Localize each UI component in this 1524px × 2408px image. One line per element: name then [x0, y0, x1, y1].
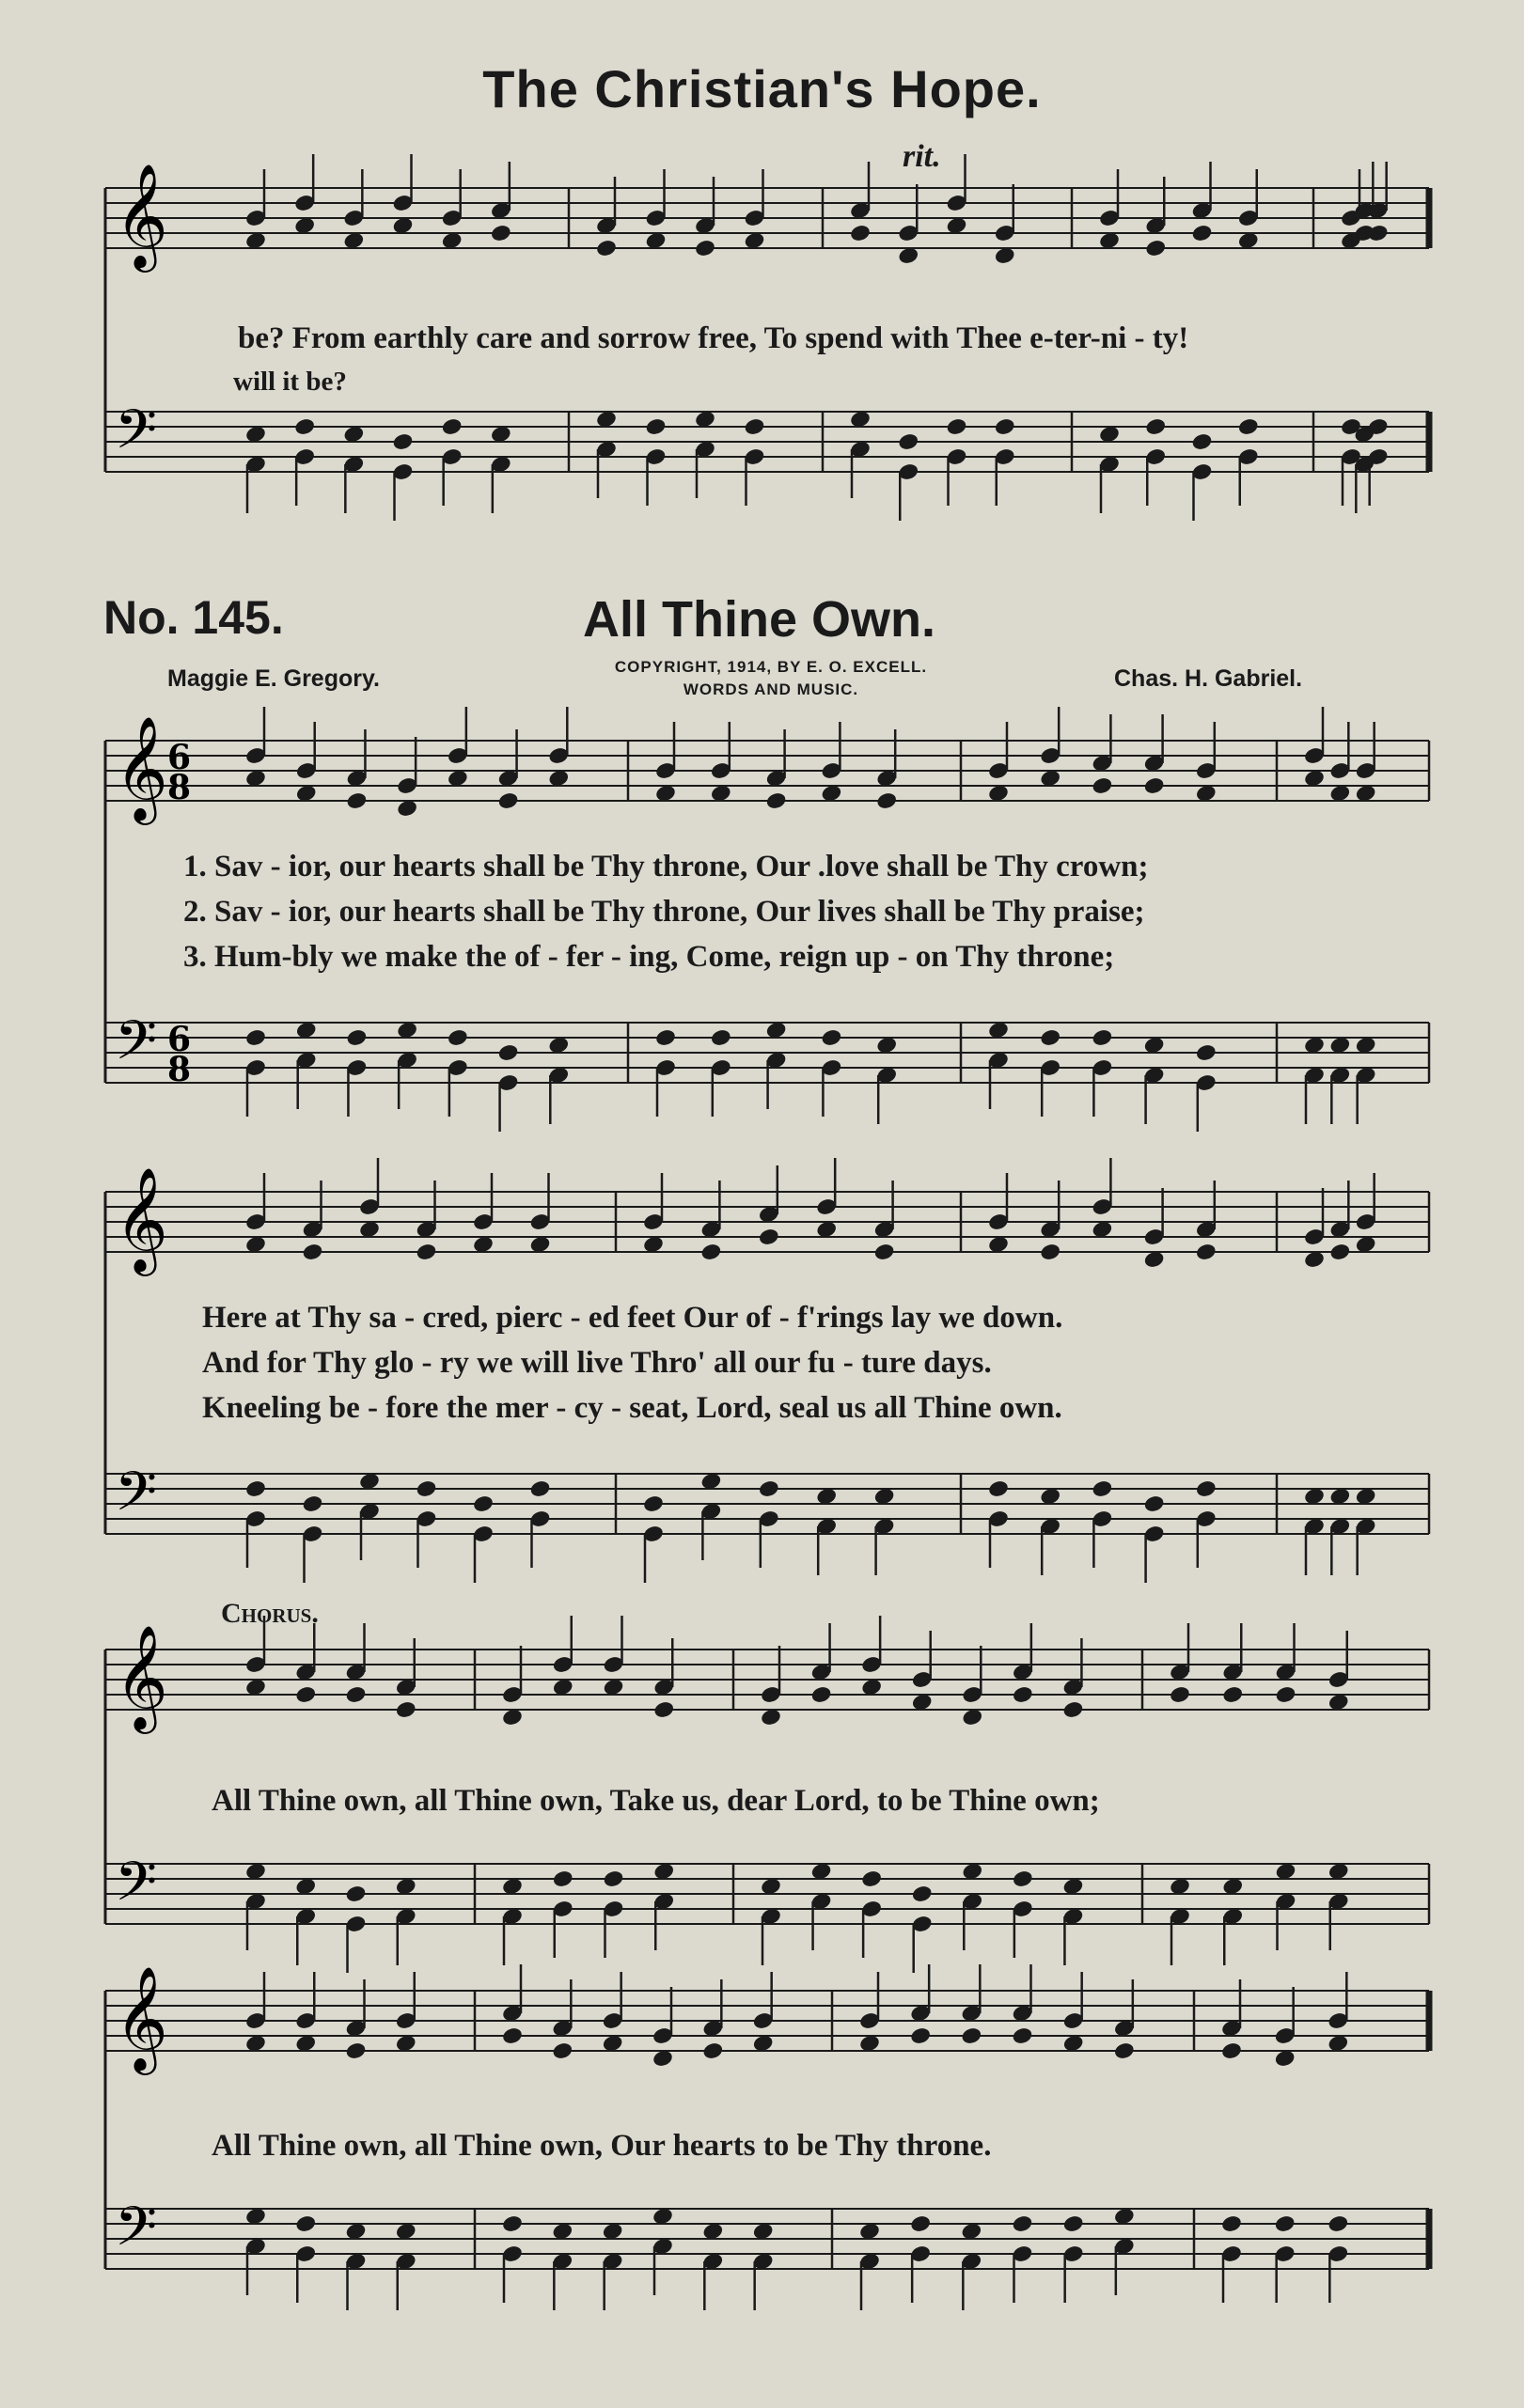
- hymn-title: All Thine Own.: [583, 591, 935, 648]
- time-signature: 6: [167, 738, 192, 777]
- note-head: [244, 1479, 267, 1499]
- note-head: [758, 1479, 780, 1499]
- note-head: [897, 432, 919, 452]
- time-signature: 8: [167, 768, 192, 807]
- treble-clef: 𝄞: [115, 1624, 168, 1729]
- note-head: [642, 1494, 665, 1514]
- note-head: [1143, 1494, 1166, 1514]
- note-head: [758, 1227, 780, 1247]
- note-head: [1221, 1685, 1244, 1705]
- bass-clef: 𝄢: [115, 1009, 158, 1086]
- note-head: [302, 1243, 324, 1262]
- chorus-lyric-line-2: All Thine own, all Thine own, Our hearts to be Thy throne.: [212, 2129, 992, 2163]
- note-head: [1274, 2214, 1296, 2234]
- note-head: [860, 1869, 883, 1889]
- verse-3-line-2: Kneeling be - fore the mer - cy - seat, Lord, seal us all Thine own.: [202, 1391, 1062, 1425]
- note-head: [875, 791, 898, 811]
- note-head: [1039, 1028, 1061, 1048]
- note-head: [1091, 1028, 1113, 1048]
- note-head: [744, 417, 766, 437]
- previous-hymn-title: The Christian's Hope.: [482, 59, 1042, 118]
- note-head: [595, 239, 618, 258]
- note-head: [1012, 1869, 1034, 1889]
- note-head: [946, 417, 968, 437]
- chorus-lyric-line-1: All Thine own, all Thine own, Take us, dear Lord, to be Thine own;: [212, 1784, 1100, 1818]
- note-head: [909, 2214, 932, 2234]
- note-head: [1113, 2041, 1136, 2061]
- note-head: [701, 2041, 724, 2061]
- note-head: [441, 417, 463, 437]
- note-head: [694, 239, 716, 258]
- note-head: [1144, 239, 1167, 258]
- note-head: [501, 2026, 524, 2046]
- note-head: [345, 1685, 368, 1705]
- bass-clef: 𝄢: [115, 1850, 158, 1927]
- note-head: [392, 432, 415, 452]
- note-head: [447, 1028, 469, 1048]
- note-head: [345, 791, 368, 811]
- note-head: [1275, 1685, 1297, 1705]
- note-head: [873, 1243, 896, 1262]
- note-head: [645, 417, 668, 437]
- treble-clef: 𝄞: [115, 163, 168, 268]
- note-head: [603, 1869, 625, 1889]
- note-head: [960, 2026, 982, 2046]
- note-head: [699, 1243, 722, 1262]
- verse-2-line-1: 2. Sav - ior, our hearts shall be Thy throne, Our lives shall be Thy praise;: [183, 895, 1145, 929]
- note-head: [1091, 776, 1113, 796]
- note-head: [911, 1884, 934, 1904]
- note-head: [1195, 1479, 1218, 1499]
- bass-clef: 𝄢: [115, 2195, 158, 2272]
- note-head: [345, 1884, 368, 1904]
- note-head: [1039, 1243, 1061, 1262]
- note-head: [1191, 432, 1214, 452]
- hymn-number: No. 145.: [103, 591, 284, 644]
- note-head: [490, 224, 512, 243]
- verse-1-line-2: Here at Thy sa - cred, pierc - ed feet Our of - f'rings lay we down.: [202, 1301, 1063, 1335]
- note-head: [1012, 2026, 1034, 2046]
- note-head: [294, 2214, 317, 2234]
- note-head: [1061, 1700, 1084, 1720]
- bass-clef: 𝄢: [115, 1460, 158, 1537]
- previous-hymn-lyric-line-2: will it be?: [233, 367, 347, 397]
- note-head: [1195, 1043, 1218, 1063]
- note-head: [293, 417, 316, 437]
- note-head: [302, 1494, 324, 1514]
- note-head: [765, 791, 788, 811]
- note-head: [849, 224, 872, 243]
- note-head: [909, 2026, 932, 2046]
- treble-clef: 𝄞: [115, 1965, 168, 2071]
- time-signature: 6: [167, 1020, 192, 1059]
- note-head: [987, 1479, 1010, 1499]
- verse-2-line-2: And for Thy glo - ry we will live Thro' all our fu - ture days.: [202, 1346, 992, 1380]
- note-head: [529, 1479, 552, 1499]
- previous-hymn-lyric-line: be? From earthly care and sorrow free, To spend with Thee e-ter-ni - ty!: [238, 321, 1189, 355]
- note-head: [416, 1243, 438, 1262]
- note-head: [1012, 1685, 1034, 1705]
- composer: Chas. H. Gabriel.: [1114, 665, 1303, 692]
- time-signature: 8: [167, 1050, 192, 1089]
- note-head: [1328, 1243, 1351, 1262]
- note-head: [497, 791, 520, 811]
- note-head: [1327, 2214, 1349, 2234]
- note-head: [1169, 1685, 1191, 1705]
- note-head: [710, 1028, 732, 1048]
- lyricist: Maggie E. Gregory.: [167, 665, 380, 692]
- note-head: [244, 1028, 267, 1048]
- note-head: [1195, 1243, 1218, 1262]
- note-head: [820, 1028, 842, 1048]
- note-head: [1220, 2041, 1243, 2061]
- note-head: [1237, 417, 1260, 437]
- note-head: [294, 1685, 317, 1705]
- note-head: [1091, 1479, 1113, 1499]
- note-head: [552, 1869, 574, 1889]
- copyright-line-2: WORDS AND MUSIC.: [683, 680, 859, 698]
- note-head: [1367, 224, 1390, 243]
- note-head: [345, 2041, 368, 2061]
- note-head: [652, 1700, 675, 1720]
- note-head: [810, 1685, 833, 1705]
- note-head: [501, 2214, 524, 2234]
- note-head: [1062, 2214, 1085, 2234]
- copyright-line: COPYRIGHT, 1914, BY E. O. EXCELL.: [614, 658, 928, 676]
- bass-clef: 𝄢: [115, 398, 158, 475]
- note-head: [416, 1479, 438, 1499]
- note-head: [551, 2041, 573, 2061]
- tempo-mark: rit.: [903, 139, 941, 174]
- note-head: [345, 1028, 368, 1048]
- note-head: [497, 1043, 520, 1063]
- note-head: [472, 1494, 495, 1514]
- chorus-label: Chorus.: [221, 1598, 319, 1629]
- note-head: [1143, 776, 1166, 796]
- note-head: [1012, 2214, 1034, 2234]
- note-head: [1220, 2214, 1243, 2234]
- verse-1-line-1: 1. Sav - ior, our hearts shall be Thy throne, Our .love shall be Thy crown;: [183, 850, 1149, 883]
- note-head: [654, 1028, 677, 1048]
- verse-3-line-1: 3. Hum-bly we make the of - fer - ing, Come, reign up - on Thy throne;: [183, 940, 1115, 974]
- note-head: [1191, 224, 1214, 243]
- treble-clef: 𝄞: [115, 715, 168, 821]
- note-head: [395, 1700, 417, 1720]
- treble-clef: 𝄞: [115, 1166, 168, 1272]
- note-head: [994, 417, 1016, 437]
- note-head: [1144, 417, 1167, 437]
